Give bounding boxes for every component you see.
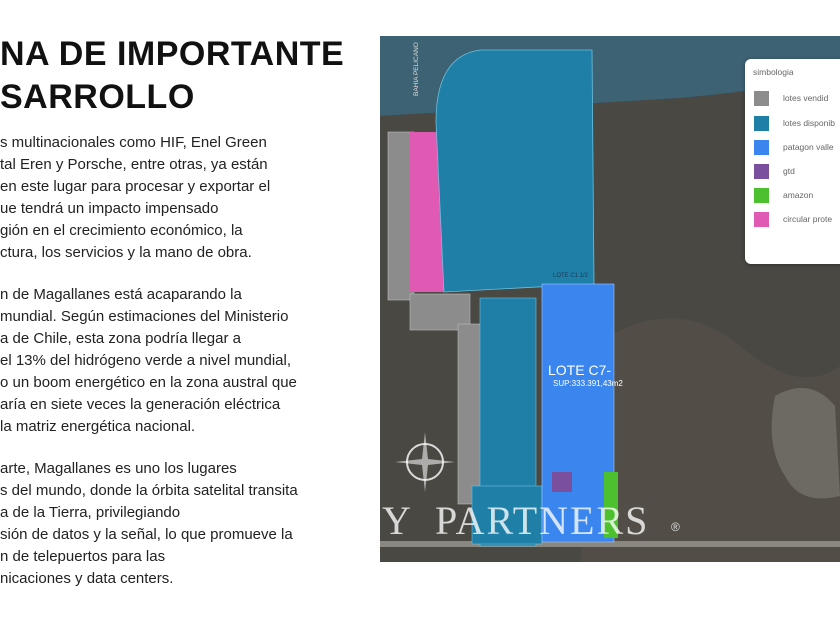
- legend-item: [754, 140, 840, 156]
- legend-label: patagon valle: [783, 142, 834, 152]
- legend-swatch: [754, 164, 769, 179]
- watermark-left: Y: [382, 498, 411, 543]
- legend-swatch: [754, 212, 769, 227]
- paragraph-line: n de telepuertos para las: [0, 548, 166, 565]
- paragraph-line: n de Magallanes está acaparando la: [0, 286, 242, 303]
- paragraph-line: a de Chile, esta zona podría llegar a: [0, 330, 241, 347]
- legend-item: [754, 212, 840, 228]
- paragraph-line: aría en siete veces la generación eléctrica: [0, 396, 281, 413]
- legend-label: lotes vendid: [783, 93, 829, 103]
- bahia-label: BAHIA PELICANO: [413, 42, 420, 96]
- legend-item: [754, 116, 840, 132]
- paragraph-companies: [0, 132, 270, 264]
- paragraph-satellite: [0, 458, 298, 590]
- paragraph-line: tal Eren y Porsche, entre otras, ya están: [0, 156, 268, 173]
- map-legend: [745, 59, 840, 264]
- legend-title: simbologia: [753, 67, 794, 77]
- legend-swatch: [754, 140, 769, 155]
- paragraph-hydrogen: [0, 284, 297, 438]
- available-lots-north: [436, 50, 594, 292]
- paragraph-line: la matriz energética nacional.: [0, 418, 196, 435]
- lote-c7-label: LOTE C7-: [548, 362, 612, 378]
- paragraph-line: gión en el crecimiento económico, la: [0, 222, 243, 239]
- heading-line-1: NA DE IMPORTANTE: [0, 35, 345, 73]
- compass-logo-icon: [393, 430, 457, 494]
- watermark-text: PARTNERS: [435, 498, 650, 543]
- legend-swatch: [754, 188, 769, 203]
- paragraph-line: nicaciones y data centers.: [0, 570, 174, 587]
- paragraph-line: ctura, los servicios y la mano de obra.: [0, 244, 252, 261]
- legend-label: lotes disponib: [783, 118, 835, 128]
- paragraph-line: s multinacionales como HIF, Enel Green: [0, 134, 267, 151]
- legend-label: circular prote: [783, 214, 833, 224]
- legend-swatch: [754, 116, 769, 131]
- paragraph-line: en este lugar para procesar y exportar el: [0, 178, 271, 195]
- paragraph-line: arte, Magallanes es uno los lugares: [0, 460, 237, 477]
- legend-label: amazon: [783, 190, 814, 200]
- paragraph-line: el 13% del hidrógeno verde a nivel mundial,: [0, 352, 292, 369]
- legend-label: gtd: [783, 166, 795, 176]
- lote-c1-label: LOTE C1 1/2: [553, 273, 589, 279]
- paragraph-line: o un boom energético en la zona austral que: [0, 374, 297, 391]
- paragraph-line: sión de datos y la señal, lo que promueve la: [0, 526, 293, 543]
- legend-swatch: [754, 91, 769, 106]
- paragraph-line: a de la Tierra, privilegiando: [0, 504, 181, 521]
- paragraph-line: ue tendrá un impacto impensado: [0, 200, 219, 217]
- legend-item: [754, 164, 840, 180]
- heading-line-2: SARROLLO: [0, 78, 195, 116]
- page-heading: [0, 33, 344, 119]
- lote-c7-area: SUP:333.391,43m2: [553, 379, 623, 388]
- registered-mark: ®: [671, 520, 680, 534]
- paragraph-line: s del mundo, donde la órbita satelital transita: [0, 482, 298, 499]
- legend-item: [754, 188, 840, 204]
- legend-item: [754, 91, 840, 107]
- gtd-lot: [552, 472, 572, 492]
- paragraph-line: mundial. Según estimaciones del Ministerio: [0, 308, 289, 325]
